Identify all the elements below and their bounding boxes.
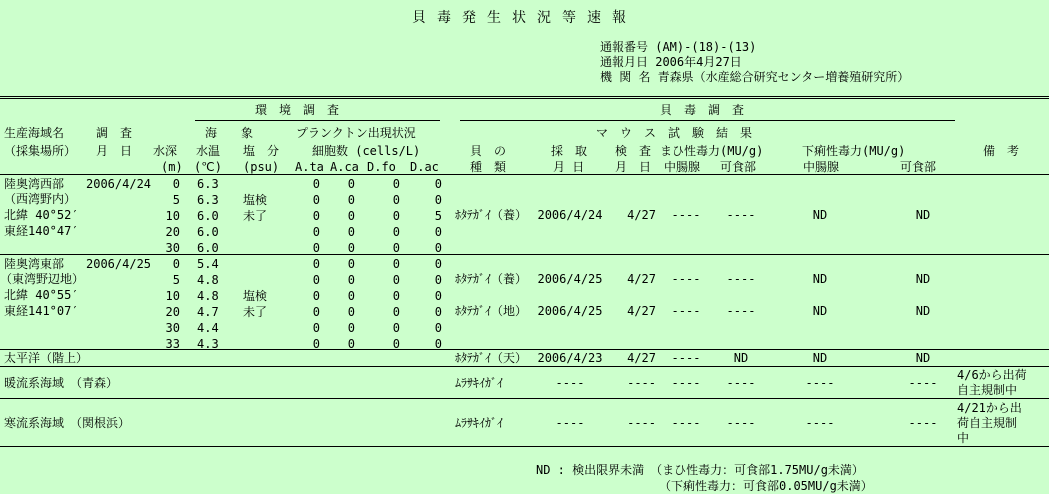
- depth-value: 33: [165, 337, 180, 351]
- temperature-unit: (℃): [194, 160, 222, 174]
- psp-edible-header: 可食部: [720, 160, 757, 174]
- test-date: 4/27: [627, 208, 656, 222]
- ata-count: 0: [312, 241, 320, 255]
- test-date: ----: [627, 376, 656, 390]
- test-date-header: 月 日: [615, 160, 652, 174]
- dfo-count: 0: [392, 241, 400, 255]
- dfo-count: 0: [392, 225, 400, 239]
- dac-count: 0: [434, 241, 442, 255]
- ata-count: 0: [312, 257, 320, 271]
- shellfish-toxin-header: 貝 毒 調 査: [660, 103, 745, 117]
- dsp-edible-value: ND: [915, 272, 931, 286]
- survey-header: 調 査: [96, 126, 133, 140]
- shell-species: ﾑﾗｻｷｲｶﾞｲ: [455, 416, 504, 430]
- env-survey-header: 環 境 調 査: [255, 103, 340, 117]
- dsp-midgut-value: ----: [805, 416, 835, 430]
- area-east-lon: 東経141°07′: [4, 304, 79, 318]
- salinity-value: 塩検: [243, 289, 268, 303]
- dac-count: 0: [434, 321, 442, 335]
- psp-midgut-value: ----: [671, 272, 701, 286]
- ata-header: A.ta: [295, 160, 324, 174]
- aca-count: 0: [347, 193, 355, 207]
- depth-value: 30: [165, 241, 180, 255]
- plankton-header: プランクトン出現状況: [296, 126, 416, 140]
- temperature-value: 4.8: [197, 289, 219, 303]
- ata-count: 0: [312, 193, 320, 207]
- shell-species: ﾎﾀﾃｶﾞｲ（養）: [455, 208, 528, 222]
- dsp-midgut-value: ND: [812, 304, 828, 318]
- aca-count: 0: [347, 305, 355, 319]
- depth-value: 0: [172, 257, 180, 271]
- collection-date: 2006/4/23: [537, 351, 603, 365]
- test-date: 4/27: [627, 272, 656, 286]
- month-day-header: 月 日: [96, 144, 133, 158]
- dfo-count: 0: [392, 321, 400, 335]
- area-east-site: （東湾野辺地）: [0, 272, 85, 286]
- psp-midgut-value: ----: [671, 208, 701, 222]
- aca-count: 0: [347, 241, 355, 255]
- temperature-value: 6.0: [197, 225, 219, 239]
- psp-header: まひ性毒力(MU/g): [660, 144, 764, 158]
- area-west-name: 陸奥湾西部: [4, 177, 65, 191]
- ata-count: 0: [312, 337, 320, 351]
- dac-count: 0: [434, 289, 442, 303]
- test-header: 検 査: [615, 144, 652, 158]
- temperature-header: 水温: [196, 144, 221, 158]
- depth-unit: (m): [161, 160, 183, 174]
- ata-count: 0: [312, 225, 320, 239]
- ata-count: 0: [312, 177, 320, 191]
- aca-header: A.ca: [330, 160, 359, 174]
- psp-edible-value: ND: [733, 351, 749, 365]
- dac-count: 0: [434, 177, 442, 191]
- aca-count: 0: [347, 257, 355, 271]
- psp-edible-value: ----: [726, 304, 756, 318]
- reporting-agency: 機 関 名 青森県（水産総合研究センター増養殖研究所）: [600, 70, 910, 84]
- test-date: ----: [627, 416, 656, 430]
- psp-midgut-value: ----: [671, 416, 701, 430]
- sampling-site-header: （採集場所）: [4, 144, 77, 158]
- temperature-value: 6.3: [197, 177, 219, 191]
- psp-midgut-value: ----: [671, 376, 701, 390]
- report-number: 通報番号 (AM)-(18)-(13): [600, 40, 757, 54]
- report-date: 通報月日 2006年4月27日: [600, 55, 742, 69]
- collection-date: 2006/4/25: [537, 272, 603, 286]
- area-east-date: 2006/4/25: [86, 257, 152, 271]
- dsp-midgut-value: ND: [812, 208, 828, 222]
- remark-warm-line1: 4/6から出荷: [957, 368, 1027, 382]
- temperature-value: 6.3: [197, 193, 219, 207]
- collection-date: ----: [555, 376, 585, 390]
- dfo-count: 0: [392, 289, 400, 303]
- dsp-edible-value: ----: [908, 376, 938, 390]
- dsp-edible-value: ----: [908, 416, 938, 430]
- shell-species: ﾎﾀﾃｶﾞｲ（養）: [455, 272, 528, 286]
- psp-edible-value: ----: [726, 416, 756, 430]
- temperature-value: 6.0: [197, 241, 219, 255]
- salinity-header: 塩 分: [243, 144, 280, 158]
- cold-current-area: 寒流系海域 （関根浜）: [4, 416, 131, 430]
- remark-cold-line3: 中: [957, 431, 970, 445]
- aca-count: 0: [347, 321, 355, 335]
- area-west-site: （西湾野内）: [4, 192, 77, 206]
- dfo-count: 0: [392, 177, 400, 191]
- shell-species: ﾎﾀﾃｶﾞｲ（天）: [455, 351, 528, 365]
- dac-count: 0: [434, 305, 442, 319]
- cell-count-header: 細胞数 (cells/L): [312, 144, 421, 158]
- shell-species: ﾎﾀﾃｶﾞｲ（地）: [455, 304, 528, 318]
- collection-date-header: 月 日: [553, 160, 585, 174]
- salinity-value: 未了: [243, 209, 268, 223]
- shell-species-header: 貝 の: [470, 144, 507, 158]
- temperature-value: 4.7: [197, 305, 219, 319]
- area-west-date: 2006/4/24: [86, 177, 152, 191]
- ata-count: 0: [312, 321, 320, 335]
- dfo-count: 0: [392, 257, 400, 271]
- dsp-edible-value: ND: [915, 351, 931, 365]
- dsp-midgut-value: ND: [812, 351, 828, 365]
- psp-midgut-value: ----: [671, 304, 701, 318]
- dac-count: 5: [434, 209, 442, 223]
- psp-midgut-value: ----: [671, 351, 701, 365]
- dsp-edible-header: 可食部: [900, 160, 937, 174]
- psp-edible-value: ----: [726, 272, 756, 286]
- depth-value: 30: [165, 321, 180, 335]
- psp-edible-value: ----: [726, 208, 756, 222]
- env-header-rule: [195, 120, 440, 121]
- temperature-value: 4.8: [197, 273, 219, 287]
- dsp-midgut-value: ND: [812, 272, 828, 286]
- salinity-value: 未了: [243, 305, 268, 319]
- salinity-value: 塩検: [243, 193, 268, 207]
- sea-condition-header: 海 象: [205, 126, 254, 140]
- aca-count: 0: [347, 209, 355, 223]
- test-date: 4/27: [627, 351, 656, 365]
- aca-count: 0: [347, 289, 355, 303]
- ata-count: 0: [312, 305, 320, 319]
- pacific-section-rule: [0, 366, 1049, 367]
- dsp-header: 下痢性毒力(MU/g): [802, 144, 906, 158]
- dac-count: 0: [434, 193, 442, 207]
- temperature-value: 5.4: [197, 257, 219, 271]
- footnote-dsp: （下痢性毒力：可食部0.05MU/g未満）: [659, 479, 873, 493]
- dsp-midgut-header: 中腸腺: [803, 160, 840, 174]
- dfo-count: 0: [392, 305, 400, 319]
- area-name-header: 生産海域名: [4, 126, 65, 140]
- table-bottom-rule: [0, 446, 1049, 447]
- shell-species: ﾑﾗｻｷｲｶﾞｲ: [455, 376, 504, 390]
- remark-cold-line1: 4/21から出: [957, 401, 1022, 415]
- pacific-area: 太平洋（階上）: [4, 351, 89, 365]
- ata-count: 0: [312, 209, 320, 223]
- table-top-rule-2: [0, 98, 1049, 99]
- area-west-lat: 北緯 40°52′: [4, 208, 79, 222]
- aca-count: 0: [347, 337, 355, 351]
- dsp-edible-value: ND: [915, 208, 931, 222]
- table-top-rule: [0, 96, 1049, 97]
- mouse-test-header: マ ウ ス 試 験 結 果: [596, 126, 753, 140]
- psp-edible-value: ----: [726, 376, 756, 390]
- psp-midgut-header: 中腸腺: [664, 160, 701, 174]
- depth-value: 20: [165, 225, 180, 239]
- collection-date: ----: [555, 416, 585, 430]
- dfo-count: 0: [392, 273, 400, 287]
- dfo-count: 0: [392, 193, 400, 207]
- warm-section-rule: [0, 398, 1049, 399]
- dac-count: 0: [434, 337, 442, 351]
- warm-current-area: 暖流系海域 （青森）: [4, 376, 119, 390]
- remarks-header: 備 考: [983, 144, 1020, 158]
- depth-value: 10: [165, 289, 180, 303]
- dac-count: 0: [434, 273, 442, 287]
- temperature-value: 4.4: [197, 321, 219, 335]
- dfo-header: D.fo: [367, 160, 396, 174]
- dac-count: 0: [434, 257, 442, 271]
- dac-header: D.ac: [410, 160, 439, 174]
- dac-count: 0: [434, 225, 442, 239]
- depth-value: 10: [165, 209, 180, 223]
- depth-value: 20: [165, 305, 180, 319]
- ata-count: 0: [312, 273, 320, 287]
- shell-type-header: 種 類: [470, 160, 507, 174]
- depth-value: 0: [172, 177, 180, 191]
- temperature-value: 4.3: [197, 337, 219, 351]
- test-date: 4/27: [627, 304, 656, 318]
- depth-header: 水深: [153, 144, 178, 158]
- dsp-midgut-value: ----: [805, 376, 835, 390]
- remark-cold-line2: 荷自主規制: [957, 416, 1018, 430]
- shell-header-rule: [460, 120, 955, 121]
- collection-date: 2006/4/25: [537, 304, 603, 318]
- collection-date: 2006/4/24: [537, 208, 603, 222]
- dfo-count: 0: [392, 209, 400, 223]
- page-title: 貝毒発生状況等速報: [412, 10, 637, 26]
- remark-warm-line2: 自主規制中: [957, 383, 1018, 397]
- header-bottom-rule: [0, 174, 1049, 175]
- depth-value: 5: [172, 273, 180, 287]
- salinity-unit: (psu): [243, 160, 280, 174]
- aca-count: 0: [347, 177, 355, 191]
- collection-header: 採 取: [551, 144, 588, 158]
- footnote-nd: ND : 検出限界未満 （まひ性毒力：可食部1.75MU/g未満）: [536, 463, 864, 477]
- area-east-lat: 北緯 40°55′: [4, 288, 79, 302]
- area-east-name: 陸奥湾東部: [4, 257, 65, 271]
- area-west-lon: 東経140°47′: [4, 224, 79, 238]
- temperature-value: 6.0: [197, 209, 219, 223]
- ata-count: 0: [312, 289, 320, 303]
- aca-count: 0: [347, 273, 355, 287]
- depth-value: 5: [172, 193, 180, 207]
- aca-count: 0: [347, 225, 355, 239]
- dsp-edible-value: ND: [915, 304, 931, 318]
- dfo-count: 0: [392, 337, 400, 351]
